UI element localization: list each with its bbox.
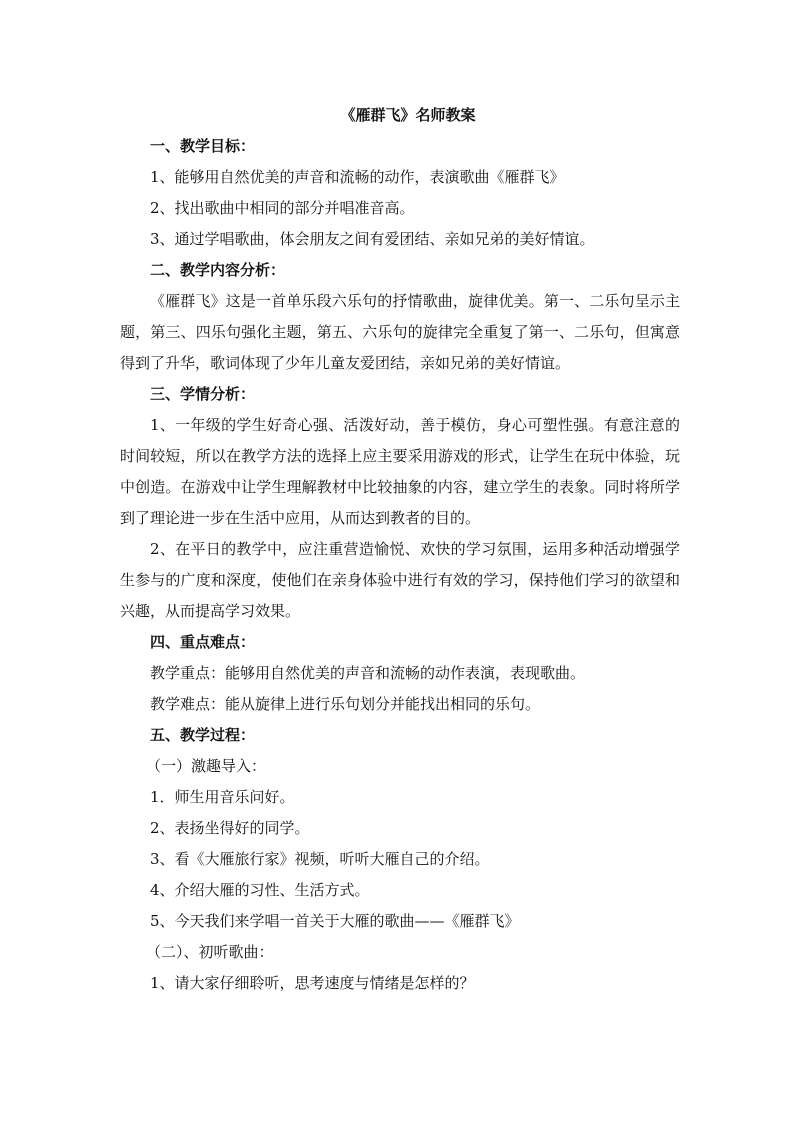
objective-item: 3、通过学唱歌曲，体会朋友之间有爱团结、亲如兄弟的美好情谊。 [150, 230, 595, 248]
process-item: 4、介绍大雁的习性、生活方式。 [150, 881, 370, 899]
process-item: 1、请大家仔细聆听，思考速度与情绪是怎样的？ [150, 974, 475, 992]
section-heading-content-analysis: 二、教学内容分析： [150, 261, 286, 279]
key-point-text: 教学重点：能够用自然优美的声音和流畅的动作表演，表现歌曲。 [150, 664, 586, 682]
section-heading-key-points: 四、重点难点： [150, 633, 256, 651]
learner-analysis-paragraph: 1、一年级的学生好奇心强、活泼好动，善于模仿，身心可塑性强。有意注意的时间较短，所以在教学方法的选择上应主要采用游戏的形式，让学生在玩中体验，玩中创造。在游戏中让学生理解教材中比较抽象的内容，建立学生的表象。同时将所学到了理论进一步在生活中应用，从而达到教者的目的。 [120, 416, 680, 527]
section-heading-objectives: 一、教学目标： [150, 137, 256, 155]
objective-item: 2、找出歌曲中相同的部分并唱准音高。 [150, 199, 415, 217]
process-item: 1．师生用音乐问好。 [150, 788, 295, 806]
difficulty-text: 教学难点：能从旋律上进行乐句划分并能找出相同的乐句。 [150, 695, 541, 713]
document-title: 《雁群飞》名师教案 [340, 106, 476, 124]
learner-analysis-paragraph: 2、在平日的教学中，应注重营造愉悦、欢快的学习氛围，运用多种活动增强学生参与的广度和深度，使他们在亲身体验中进行有效的学习，保持他们学习的欲望和兴趣，从而提高学习效果。 [120, 540, 680, 620]
subsection-heading-intro: （一）激趣导入： [146, 757, 267, 775]
process-item: 2、表扬坐得好的同学。 [150, 819, 310, 837]
section-heading-process: 五、教学过程： [150, 726, 256, 744]
process-item: 3、看《大雁旅行家》视频，听听大雁自己的介绍。 [150, 850, 490, 868]
document-body [120, 100, 680, 999]
content-analysis-paragraph: 《雁群飞》这是一首单乐段六乐句的抒情歌曲，旋律优美。第一、二乐句呈示主题，第三、四乐句强化主题，第五、六乐句的旋律完全重复了第一、二乐句，但寓意得到了升华，歌词体现了少年儿童友爱团结，亲如兄弟的美好情谊。 [120, 292, 680, 372]
process-item: 5、今天我们来学唱一首关于大雁的歌曲——《雁群飞》 [150, 912, 520, 930]
objective-item: 1、能够用自然优美的声音和流畅的动作，表演歌曲《雁群飞》 [150, 168, 565, 186]
subsection-heading-first-listen: （二）、初听歌曲： [146, 943, 274, 961]
section-heading-learner-analysis: 三、学情分析： [150, 385, 256, 403]
